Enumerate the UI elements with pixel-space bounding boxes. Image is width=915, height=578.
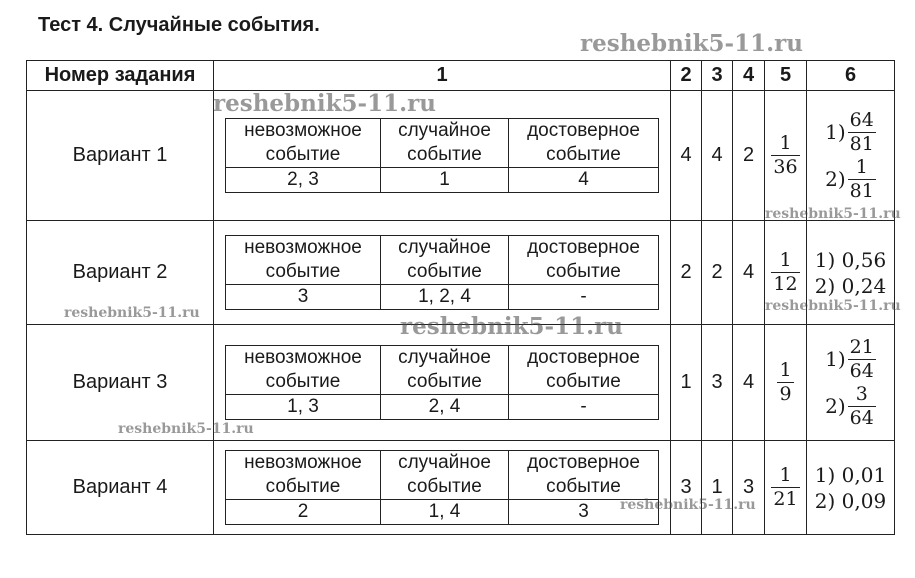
certain-value: - <box>509 285 659 310</box>
numerator: 1 <box>779 464 792 486</box>
certain-value: 3 <box>509 500 659 525</box>
answer-4: 2 <box>733 91 765 221</box>
denominator: 21 <box>773 488 798 510</box>
fraction <box>848 336 876 383</box>
header-col-3: 3 <box>702 61 733 91</box>
header-task-number: Номер задания <box>27 61 214 91</box>
certain-header: достоверное событие <box>509 119 659 168</box>
watermark-text: reshebnik5-11.ru <box>118 421 254 437</box>
impossible-value: 2 <box>226 500 381 525</box>
answer-6-label-2: 2) <box>825 394 846 418</box>
variant-row <box>27 91 895 221</box>
answer-5 <box>765 325 807 441</box>
variant-name: Вариант 4 <box>27 441 214 535</box>
denominator: 12 <box>773 273 798 295</box>
variant-name: Вариант 2 <box>27 221 214 325</box>
page-title: Тест 4. Случайные события. <box>38 14 320 36</box>
impossible-header: невозможное событие <box>226 346 381 395</box>
variant-name: Вариант 3 <box>27 325 214 441</box>
answer-6-line-1: 1) 0,56 <box>814 247 887 272</box>
numerator: 1 <box>855 155 868 178</box>
denominator: 64 <box>849 359 874 382</box>
fraction <box>771 464 799 511</box>
random-header: случайное событие <box>381 451 509 500</box>
answer-4: 4 <box>733 325 765 441</box>
numerator: 1 <box>779 359 792 381</box>
events-cell <box>214 441 671 535</box>
watermark-text: reshebnik5-11.ru <box>213 90 436 117</box>
fraction <box>848 383 876 430</box>
certain-header: достоверное событие <box>509 451 659 500</box>
answer-6-line-1: 1) 0,01 <box>814 462 887 487</box>
numerator: 3 <box>855 382 868 405</box>
certain-header: достоверное событие <box>509 236 659 285</box>
numerator: 1 <box>779 249 792 271</box>
denominator: 81 <box>849 132 874 155</box>
impossible-header: невозможное событие <box>226 451 381 500</box>
events-table <box>225 235 659 310</box>
impossible-value: 1, 3 <box>226 395 381 420</box>
denominator: 81 <box>849 179 874 202</box>
watermark-text: reshebnik5-11.ru <box>64 305 200 321</box>
answer-3: 3 <box>702 325 733 441</box>
answer-4: 4 <box>733 221 765 325</box>
random-header: случайное событие <box>381 346 509 395</box>
numerator: 1 <box>779 132 792 154</box>
events-table <box>225 118 659 193</box>
impossible-header: невозможное событие <box>226 119 381 168</box>
numerator: 21 <box>849 335 874 358</box>
answer-6 <box>807 91 895 221</box>
answer-2: 2 <box>671 221 702 325</box>
fraction <box>848 109 876 156</box>
watermark-text: reshebnik5-11.ru <box>580 30 803 57</box>
answer-4: 3 <box>733 441 765 535</box>
watermark-text: reshebnik5-11.ru <box>765 298 901 314</box>
header-row <box>27 61 895 91</box>
answer-6-label-1: 1) <box>825 347 846 371</box>
answer-5 <box>765 441 807 535</box>
header-col-2: 2 <box>671 61 702 91</box>
header-col-6: 6 <box>807 61 895 91</box>
fraction <box>771 132 799 179</box>
impossible-header: невозможное событие <box>226 236 381 285</box>
random-value: 2, 4 <box>381 395 509 420</box>
certain-value: 4 <box>509 168 659 193</box>
impossible-value: 3 <box>226 285 381 310</box>
header-col-4: 4 <box>733 61 765 91</box>
answer-6-line-2: 2) 0,24 <box>814 273 887 298</box>
answer-6-label-1: 1) <box>825 120 846 144</box>
answer-3: 4 <box>702 91 733 221</box>
certain-header: достоверное событие <box>509 346 659 395</box>
answer-6 <box>807 325 895 441</box>
watermark-text: reshebnik5-11.ru <box>765 206 901 222</box>
random-value: 1, 4 <box>381 500 509 525</box>
answer-3: 2 <box>702 221 733 325</box>
answer-2: 4 <box>671 91 702 221</box>
denominator: 9 <box>779 383 792 405</box>
events-cell <box>214 221 671 325</box>
fraction <box>777 359 793 406</box>
events-cell <box>214 325 671 441</box>
answer-2: 1 <box>671 325 702 441</box>
answer-2: 3 <box>671 441 702 535</box>
answer-3: 1 <box>702 441 733 535</box>
impossible-value: 2, 3 <box>226 168 381 193</box>
denominator: 64 <box>849 406 874 429</box>
variant-name: Вариант 1 <box>27 91 214 221</box>
header-col-5: 5 <box>765 61 807 91</box>
watermark-text: reshebnik5-11.ru <box>400 313 623 340</box>
answer-6-label-2: 2) <box>825 167 846 191</box>
random-value: 1, 2, 4 <box>381 285 509 310</box>
numerator: 64 <box>849 108 874 131</box>
random-value: 1 <box>381 168 509 193</box>
fraction <box>771 249 799 296</box>
fraction <box>848 156 876 203</box>
answer-6-line-2: 2) 0,09 <box>814 488 887 513</box>
certain-value: - <box>509 395 659 420</box>
answer-6 <box>807 441 895 535</box>
events-table <box>225 345 659 420</box>
variant-row <box>27 441 895 535</box>
watermark-text: reshebnik5-11.ru <box>620 497 756 513</box>
events-table <box>225 450 659 525</box>
header-col-1: 1 <box>214 61 671 91</box>
denominator: 36 <box>773 156 798 178</box>
random-header: случайное событие <box>381 236 509 285</box>
answer-5 <box>765 91 807 221</box>
random-header: случайное событие <box>381 119 509 168</box>
